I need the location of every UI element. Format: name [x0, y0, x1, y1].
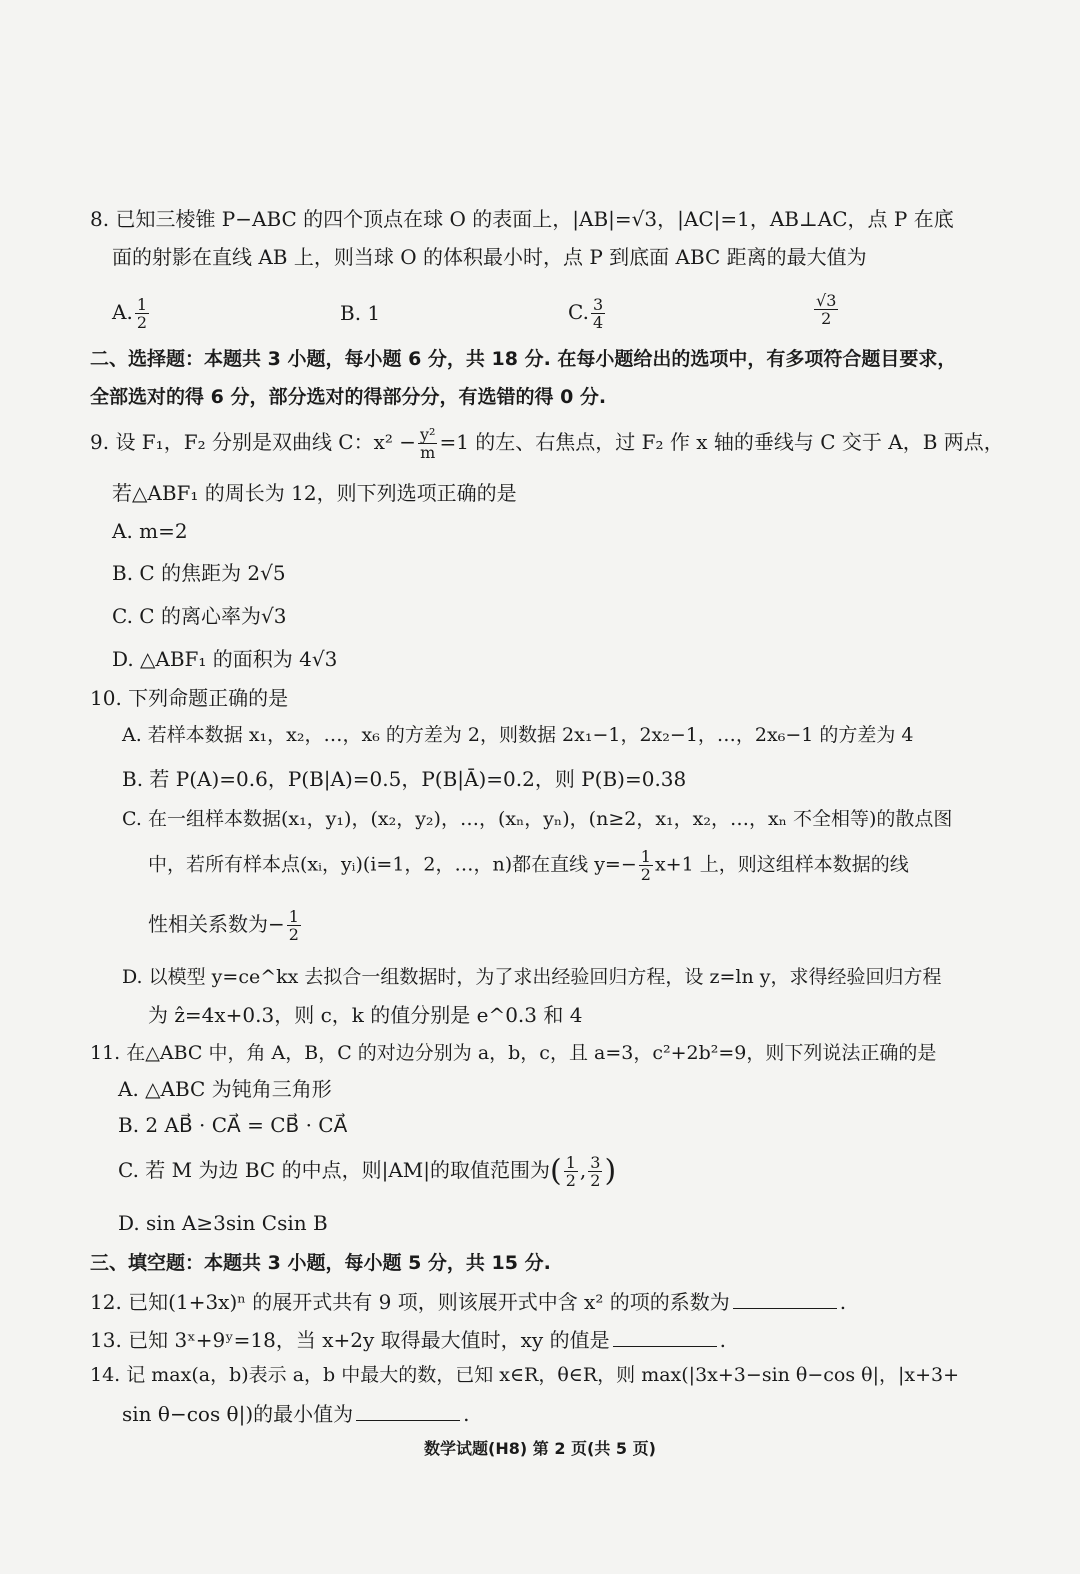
q9-option-c: C. C 的离心率为√3	[112, 604, 287, 628]
fraction: $\frac{√3}{2}$	[816, 291, 837, 328]
q9-option-d: D. △ABF₁ 的面积为 4√3	[112, 647, 338, 671]
q9-option-b: B. C 的焦距为 2√5	[112, 561, 286, 585]
q8-option-a: A. $\frac{1}{2}$	[112, 295, 147, 332]
q10-option-c-line1: C. 在一组样本数据(x₁，y₁)，(x₂，y₂)，…，(xₙ，yₙ)，(n≥2，x₁，x₂，…，xₙ 不全相等)的散点图	[122, 808, 953, 830]
q11-stem: 11. 在△ABC 中，角 A，B，C 的对边分别为 a，b，c，且 a=3，c²+2b²=9，则下列说法正确的是	[90, 1042, 937, 1064]
section2-heading: 二、选择题：本题共 3 小题，每小题 6 分，共 18 分. 在每小题给出的选项中，有多项符合题目要求，	[90, 348, 957, 370]
q9-line2: 若△ABF₁ 的周长为 12，则下列选项正确的是	[112, 481, 517, 505]
q10-option-a: A. 若样本数据 x₁，x₂，…，x₆ 的方差为 2，则数据 2x₁−1，2x₂−1，…，2x₆−1 的方差为 4	[122, 724, 914, 746]
q11-option-d: D. sin A≥3sin Csin B	[118, 1211, 328, 1235]
q10-stem: 10. 下列命题正确的是	[90, 686, 289, 710]
answer-blank[interactable]	[733, 1288, 837, 1309]
section2-instructions: 全部选对的得 6 分，部分选对的得部分分，有选错的得 0 分.	[90, 386, 607, 408]
q10-option-c-line2: 中，若所有样本点(xᵢ，yᵢ)(i=1，2，…，n)都在直线 y=− $\frac{1}{2}$ x+1 上，则这组样本数据的线	[148, 847, 909, 884]
q9-line1: 9. 设 F₁，F₂ 分别是双曲线 C：x² − $\frac{\text{y²}}{m}$ =1 的左、右焦点，过 F₂ 作 x 轴的垂线与 C 交于 A，B 两点，	[90, 425, 1004, 462]
q8-line2: 面的射影在直线 AB 上，则当球 O 的体积最小时，点 P 到底面 ABC 距离的最大值为	[112, 245, 867, 269]
fraction: $\frac{1}{2}$	[136, 295, 147, 332]
q12-text: 12. 已知(1+3x)ⁿ 的展开式共有 9 项，则该展开式中含 x² 的项的系数为 .	[90, 1290, 847, 1314]
q10-option-b: B. 若 P(A)=0.6，P(B|A)=0.5，P(B|Ā)=0.2，则 P(B)=0.38	[122, 767, 687, 791]
q8-option-c: C. $\frac{3}{4}$	[568, 295, 604, 332]
q8-options	[0, 288, 1080, 336]
fraction: $\frac{3}{2}$	[590, 1153, 601, 1190]
fraction: $\frac{3}{4}$	[592, 295, 604, 332]
q11-option-c: C. 若 M 为边 BC 的中点，则|AM|的取值范围为( $\frac{1}{2}$ , $\frac{3}{2}$ )	[118, 1153, 617, 1190]
q8-option-d	[812, 292, 840, 327]
fraction: $\frac{\text{y²}}{m}$	[420, 425, 436, 462]
fraction: $\frac{1}{2}$	[640, 847, 651, 884]
q8-option-b: B. 1	[340, 301, 381, 325]
q8-line1: 8. 已知三棱锥 P−ABC 的四个顶点在球 O 的表面上，|AB|=√3，|AC|=1，AB⊥AC，点 P 在底	[90, 207, 954, 231]
q9-option-a: A. m=2	[112, 519, 188, 543]
q10-option-d-line2: 为 ẑ=4x+0.3，则 c，k 的值分别是 e^0.3 和 4	[148, 1003, 583, 1027]
q11-option-b: B. 2 AB⃗ · CA⃗ = CB⃗ · CA⃗	[118, 1113, 348, 1137]
answer-blank[interactable]	[356, 1400, 460, 1421]
q14-line2: sin θ−cos θ|)的最小值为 .	[122, 1402, 470, 1426]
q10-option-d-line1: D. 以模型 y=ce^kx 去拟合一组数据时，为了求出经验回归方程，设 z=ln y，求得经验回归方程	[122, 966, 942, 988]
q14-line1: 14. 记 max(a，b)表示 a，b 中最大的数，已知 x∈R，θ∈R，则 max(|3x+3−sin θ−cos θ|，|x+3+	[90, 1364, 960, 1386]
answer-blank[interactable]	[613, 1326, 717, 1347]
fraction: $\frac{1}{2}$	[565, 1153, 576, 1190]
fraction: $\frac{1}{2}$	[288, 907, 299, 944]
q13-text: 13. 已知 3ˣ+9ʸ=18，当 x+2y 取得最大值时，xy 的值是 .	[90, 1328, 726, 1352]
section3-heading: 三、填空题：本题共 3 小题，每小题 5 分，共 15 分.	[90, 1252, 551, 1274]
q10-option-c-line3: 性相关系数为− $\frac{1}{2}$	[148, 907, 299, 944]
page-footer: 数学试题(H8) 第 2 页(共 5 页)	[424, 1439, 656, 1458]
q11-option-a: A. △ABC 为钝角三角形	[118, 1077, 332, 1101]
